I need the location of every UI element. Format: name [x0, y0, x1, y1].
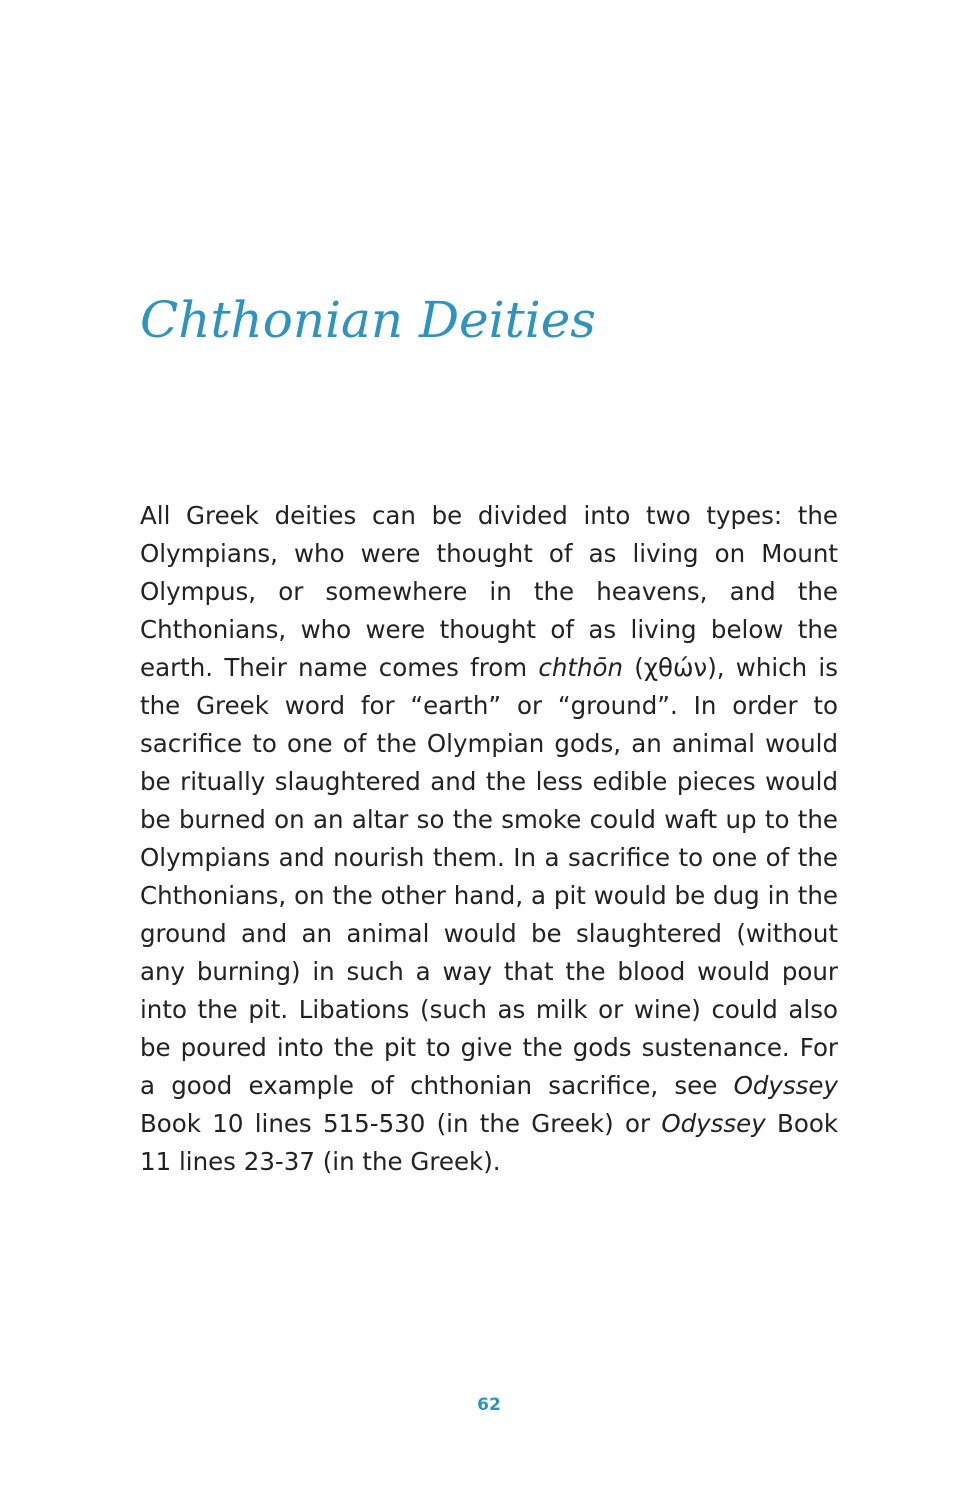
chapter-title: Chthonian Deities — [140, 291, 596, 349]
greek-term: chthōn — [538, 653, 624, 682]
paragraph-text: Book 10 lines 515-530 (in the Greek) or — [140, 1109, 662, 1138]
paragraph-text: Book 11 lines 23-37 (in the Greek). — [140, 1109, 839, 1176]
paragraph-text: (χθών), which is the Greek word for “earth” or “ground”. In order to sacrifice to one of the Olympian gods, an animal would be ritually slaughtered and the less edible pieces would be burned on an altar so the smoke could waft up to the Olympians and nourish them. In a sacrifice to one of the Chthonians, on the other hand, a pit would be dug in the ground and an animal would be slaughtered (without any burning) in such a way that the blood would pour into the pit. Libations (such as milk or wine) could also be poured into the pit to give the gods sustenance. For a good example of chthonian sacrifice, see — [140, 653, 838, 1100]
work-title: Odyssey — [733, 1071, 838, 1100]
work-title: Odyssey — [661, 1109, 766, 1138]
paragraph-text: All Greek deities can be divided into two types: the Olympians, who were thought of as living on Mount Olympus, or somewhere in the heavens, and the Chthonians, who were thought of as living below the earth. Their name comes from — [140, 501, 838, 682]
page-number: 62 — [477, 1395, 501, 1415]
body-paragraph — [140, 497, 838, 1181]
